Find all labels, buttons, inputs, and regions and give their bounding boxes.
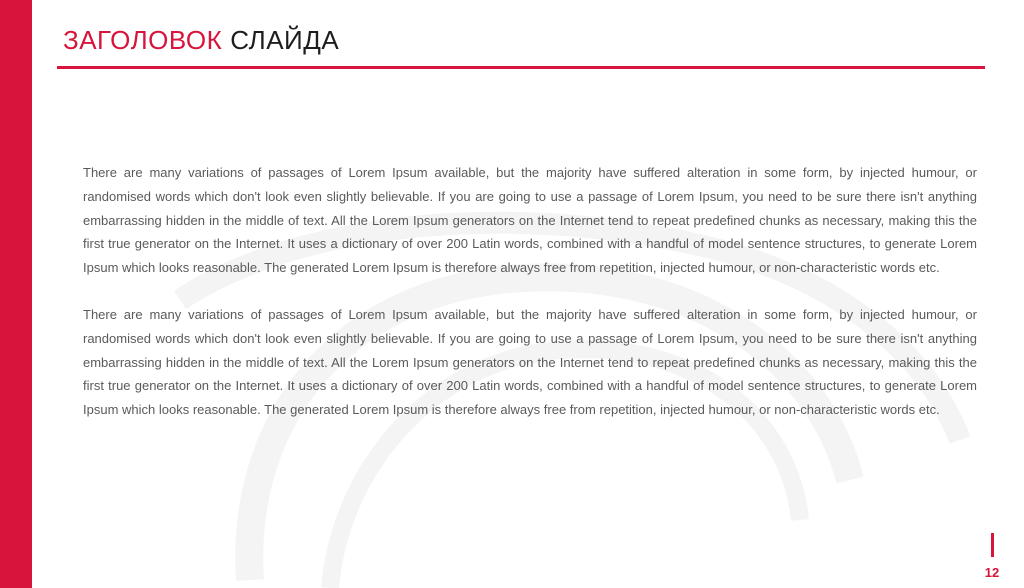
title-underline [57,66,985,69]
slide-title [63,24,339,56]
left-accent-bar [0,0,32,588]
paragraph-1: There are many variations of passages of Lorem Ipsum available, but the majority have suffered alteration in some form, by injected humour, or randomised words which don't look even slightly believable. If you are going to use a passage of Lorem Ipsum, you need to be sure there isn't anything embarrassing hidden in the middle of text. All the Lorem Ipsum generators on the Internet tend to repeat predefined chunks as necessary, making this the first true generator on the Internet. It uses a dictionary of over 200 Latin words, combined with a handful of model sentence structures, to generate Lorem Ipsum which looks reasonable. The generated Lorem Ipsum is therefore always free from repetition, injected humour, or non-characteristic words etc. [83,165,977,276]
page-number-tick [991,533,994,557]
slide-title-rest: СЛАЙДА [230,25,340,55]
paragraph-2: There are many variations of passages of Lorem Ipsum available, but the majority have suffered alteration in some form, by injected humour, or randomised words which don't look even slightly believable. If you are going to use a passage of Lorem Ipsum, you need to be sure there isn't anything embarrassing hidden in the middle of text. All the Lorem Ipsum generators on the Internet tend to repeat predefined chunks as necessary, making this the first true generator on the Internet. It uses a dictionary of over 200 Latin words, combined with a handful of model sentence structures, to generate Lorem Ipsum which looks reasonable. The generated Lorem Ipsum is therefore always free from repetition, injected humour, or non-characteristic words etc. [83,306,977,418]
slide-title-accent: ЗАГОЛОВОК [63,25,223,55]
body-text [83,161,977,445]
page-number: 12 [984,565,1000,580]
